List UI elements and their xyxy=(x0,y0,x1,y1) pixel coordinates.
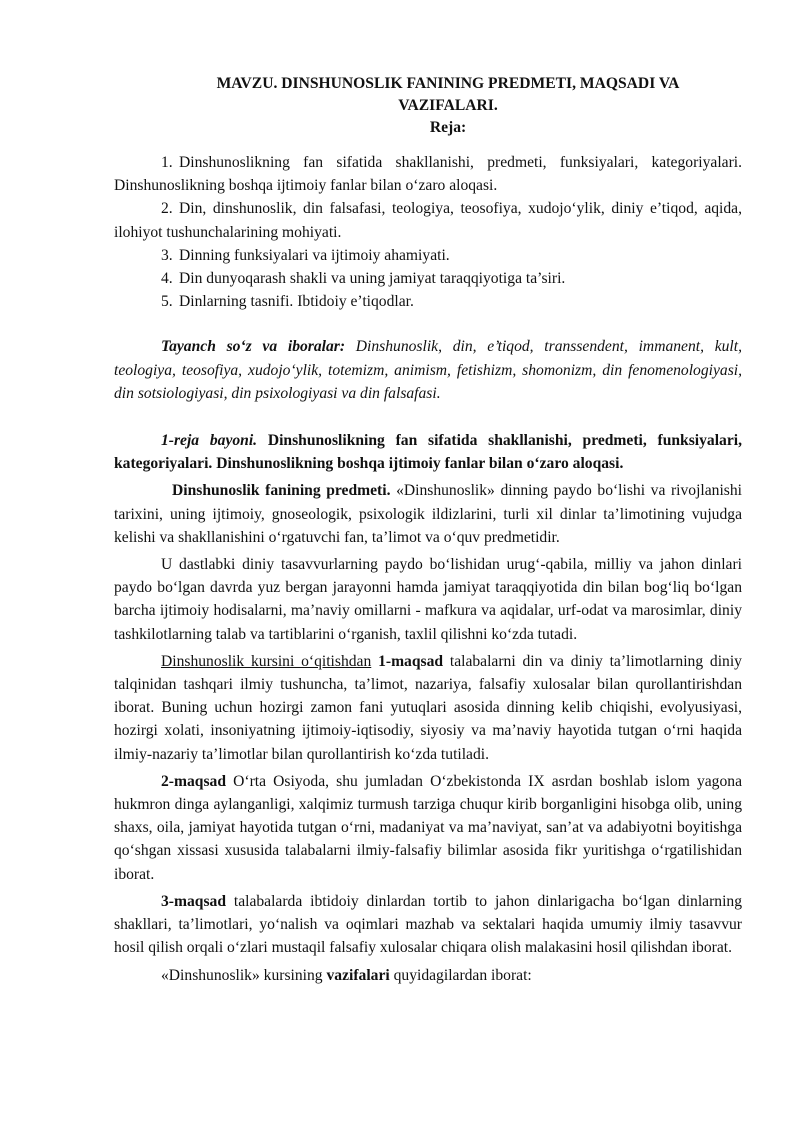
goal-1-label: 1-maqsad xyxy=(378,652,444,670)
key-terms-text: Dinshunoslik, din, e’tiqod, transsendent, immanent, kult, teologiya, teosofiya, xudojo‘ylik, totemizm, animism, fetishizm, shomonizm, din fenomenologiyasi, din sotsiologiyasi, din psixologiyasi va din falsafasi. xyxy=(114,338,742,402)
plan-item: 2. Din, dinshunoslik, din falsafasi, teologiya, teosofiya, xudojo‘ylik, diniy e’tiqod, aqida, ilohiyot tushunchalarining mohiyati. xyxy=(114,200,742,241)
goal-1-paragraph xyxy=(114,650,742,766)
plan-item: 3. Dinning funksiyalari va ijtimoiy ahamiyati. xyxy=(161,246,450,264)
plan-item: 5. Dinlarning tasnifi. Ibtidoiy e’tiqodlar. xyxy=(161,293,414,311)
section-heading-text: Dinshunoslikning fan sifatida shakllanishi, predmeti, funksiyalari, kategoriyalari. Dinshunoslikning boshqa ijtimoiy fanlar bilan o‘zaro aloqasi. xyxy=(114,432,742,473)
goal-3-text: talabalarda ibtidoiy dinlardan tortib to jahon dinlarigacha bo‘lgan dinlarning shakllari, ta’limotlari, yo‘nalish va oqimlari mazhab va sektalari haqida umumiy ilmiy tasavvur hosil qilish orqali o‘zlari mustaqil falsafiy xulosalar chiqara olish malakasini hosil qilishdan iborat. xyxy=(114,892,742,957)
key-terms-label: Tayanch so‘z va iboralar: xyxy=(161,338,346,356)
goal-2-text: O‘rta Osiyoda, shu jumladan O‘zbekistonda IX asrdan boshlab islom yagona hukmron dinga aylanganligi, xalqimiz turmush tarziga chuqur kirib borganligini hisobga olib, uning shaxs, oila, jamiyat hayotida tutgan o‘rni, madaniyat va ma’naviyat, san’at va adabiyotni boyitishga qo‘shgan xissasi xususida talabalarni ilmiy-falsafiy bilimlar asosida fikr yuritishga o‘rgatilishidan iborat. xyxy=(114,772,742,883)
goal-2-paragraph xyxy=(114,770,742,886)
section-heading-label: 1-reja bayoni. xyxy=(161,432,258,450)
goal-1-underlined: Dinshunoslik kursini o‘qitishdan xyxy=(161,652,372,670)
subject-text: «Dinshunoslik» dinning paydo bo‘lishi va rivojlanishi tarixini, uning ijtimoiy, gnoseologik, psixologik ildizlarini, turli xil dinlar ta’limotining vujudga kelishi va shakllanishini o‘rgatuvchi fan, ta’limot va o‘quv predmetidir. xyxy=(114,482,742,546)
key-terms-paragraph xyxy=(114,335,742,405)
plan-item: 4. Din dunyoqarash shakli va uning jamiyat taraqqiyotiga ta’siri. xyxy=(161,270,566,288)
subject-label: Dinshunoslik fanining predmeti. xyxy=(172,482,391,500)
section-heading xyxy=(114,429,742,475)
title-line-1: MAVZU. DINSHUNOSLIK FANINING PREDMETI, MAQSADI VA xyxy=(216,75,680,92)
goal-3-label: 3-maqsad xyxy=(161,892,226,910)
paragraph-u: U dastlabki diniy tasavvurlarning paydo bo‘lishidan urug‘-qabila, milliy va jahon dinlari paydo bo‘lgan davrda yuz bergan jarayonni hamda jamiyat taraqqiyotida din bilan bog‘liq bo‘lgan barcha ijtimoiy hodisalarni, ma’naviy omillarni - mafkura va aqidalar, urf-odat va marosimlar, diniy tashkilotlarning talab va tartiblarini o‘rganish, taxlil qilishni ko‘zda tutadi. xyxy=(114,556,742,643)
subject-paragraph xyxy=(114,479,742,549)
tasks-bold: vazifalari xyxy=(326,966,390,984)
plan-list xyxy=(114,151,742,313)
goal-3-paragraph xyxy=(114,890,742,960)
tasks-intro-paragraph: «Dinshunoslik» kursining vazifalari quyidagilardan iborat: xyxy=(161,966,532,984)
plan-item: 1. Dinshunoslikning fan sifatida shakllanishi, predmeti, funksiyalari, kategoriyalari. Dinshunoslikning boshqa ijtimoiy fanlar bilan o‘zaro aloqasi. xyxy=(114,154,742,195)
goal-2-label: 2-maqsad xyxy=(161,772,226,790)
document-title xyxy=(114,73,742,117)
plan-heading: Reja: xyxy=(429,119,467,136)
title-line-2: VAZIFALARI. xyxy=(398,97,498,114)
goal-1-text: talabalarni din va diniy ta’limotlarning diniy talqinidan tashqari ilmiy tushuncha, ta’limot, nazariya, falsafiy xulosalar bilan qurollantirishdan iborat. Buning uchun hozirgi zamon fani yutuqlari asosida dinning kelib chiqishi, evolyusiyasi, hozirgi xolati, insoniyatning ijtimoiy-iqtisodiy, siyosiy va ma’naviy hayotida tutgan o‘rni haqida ilmiy-nazariy ta’limotlar bilan qurollantirish ko‘zda tutiladi. xyxy=(114,652,742,763)
